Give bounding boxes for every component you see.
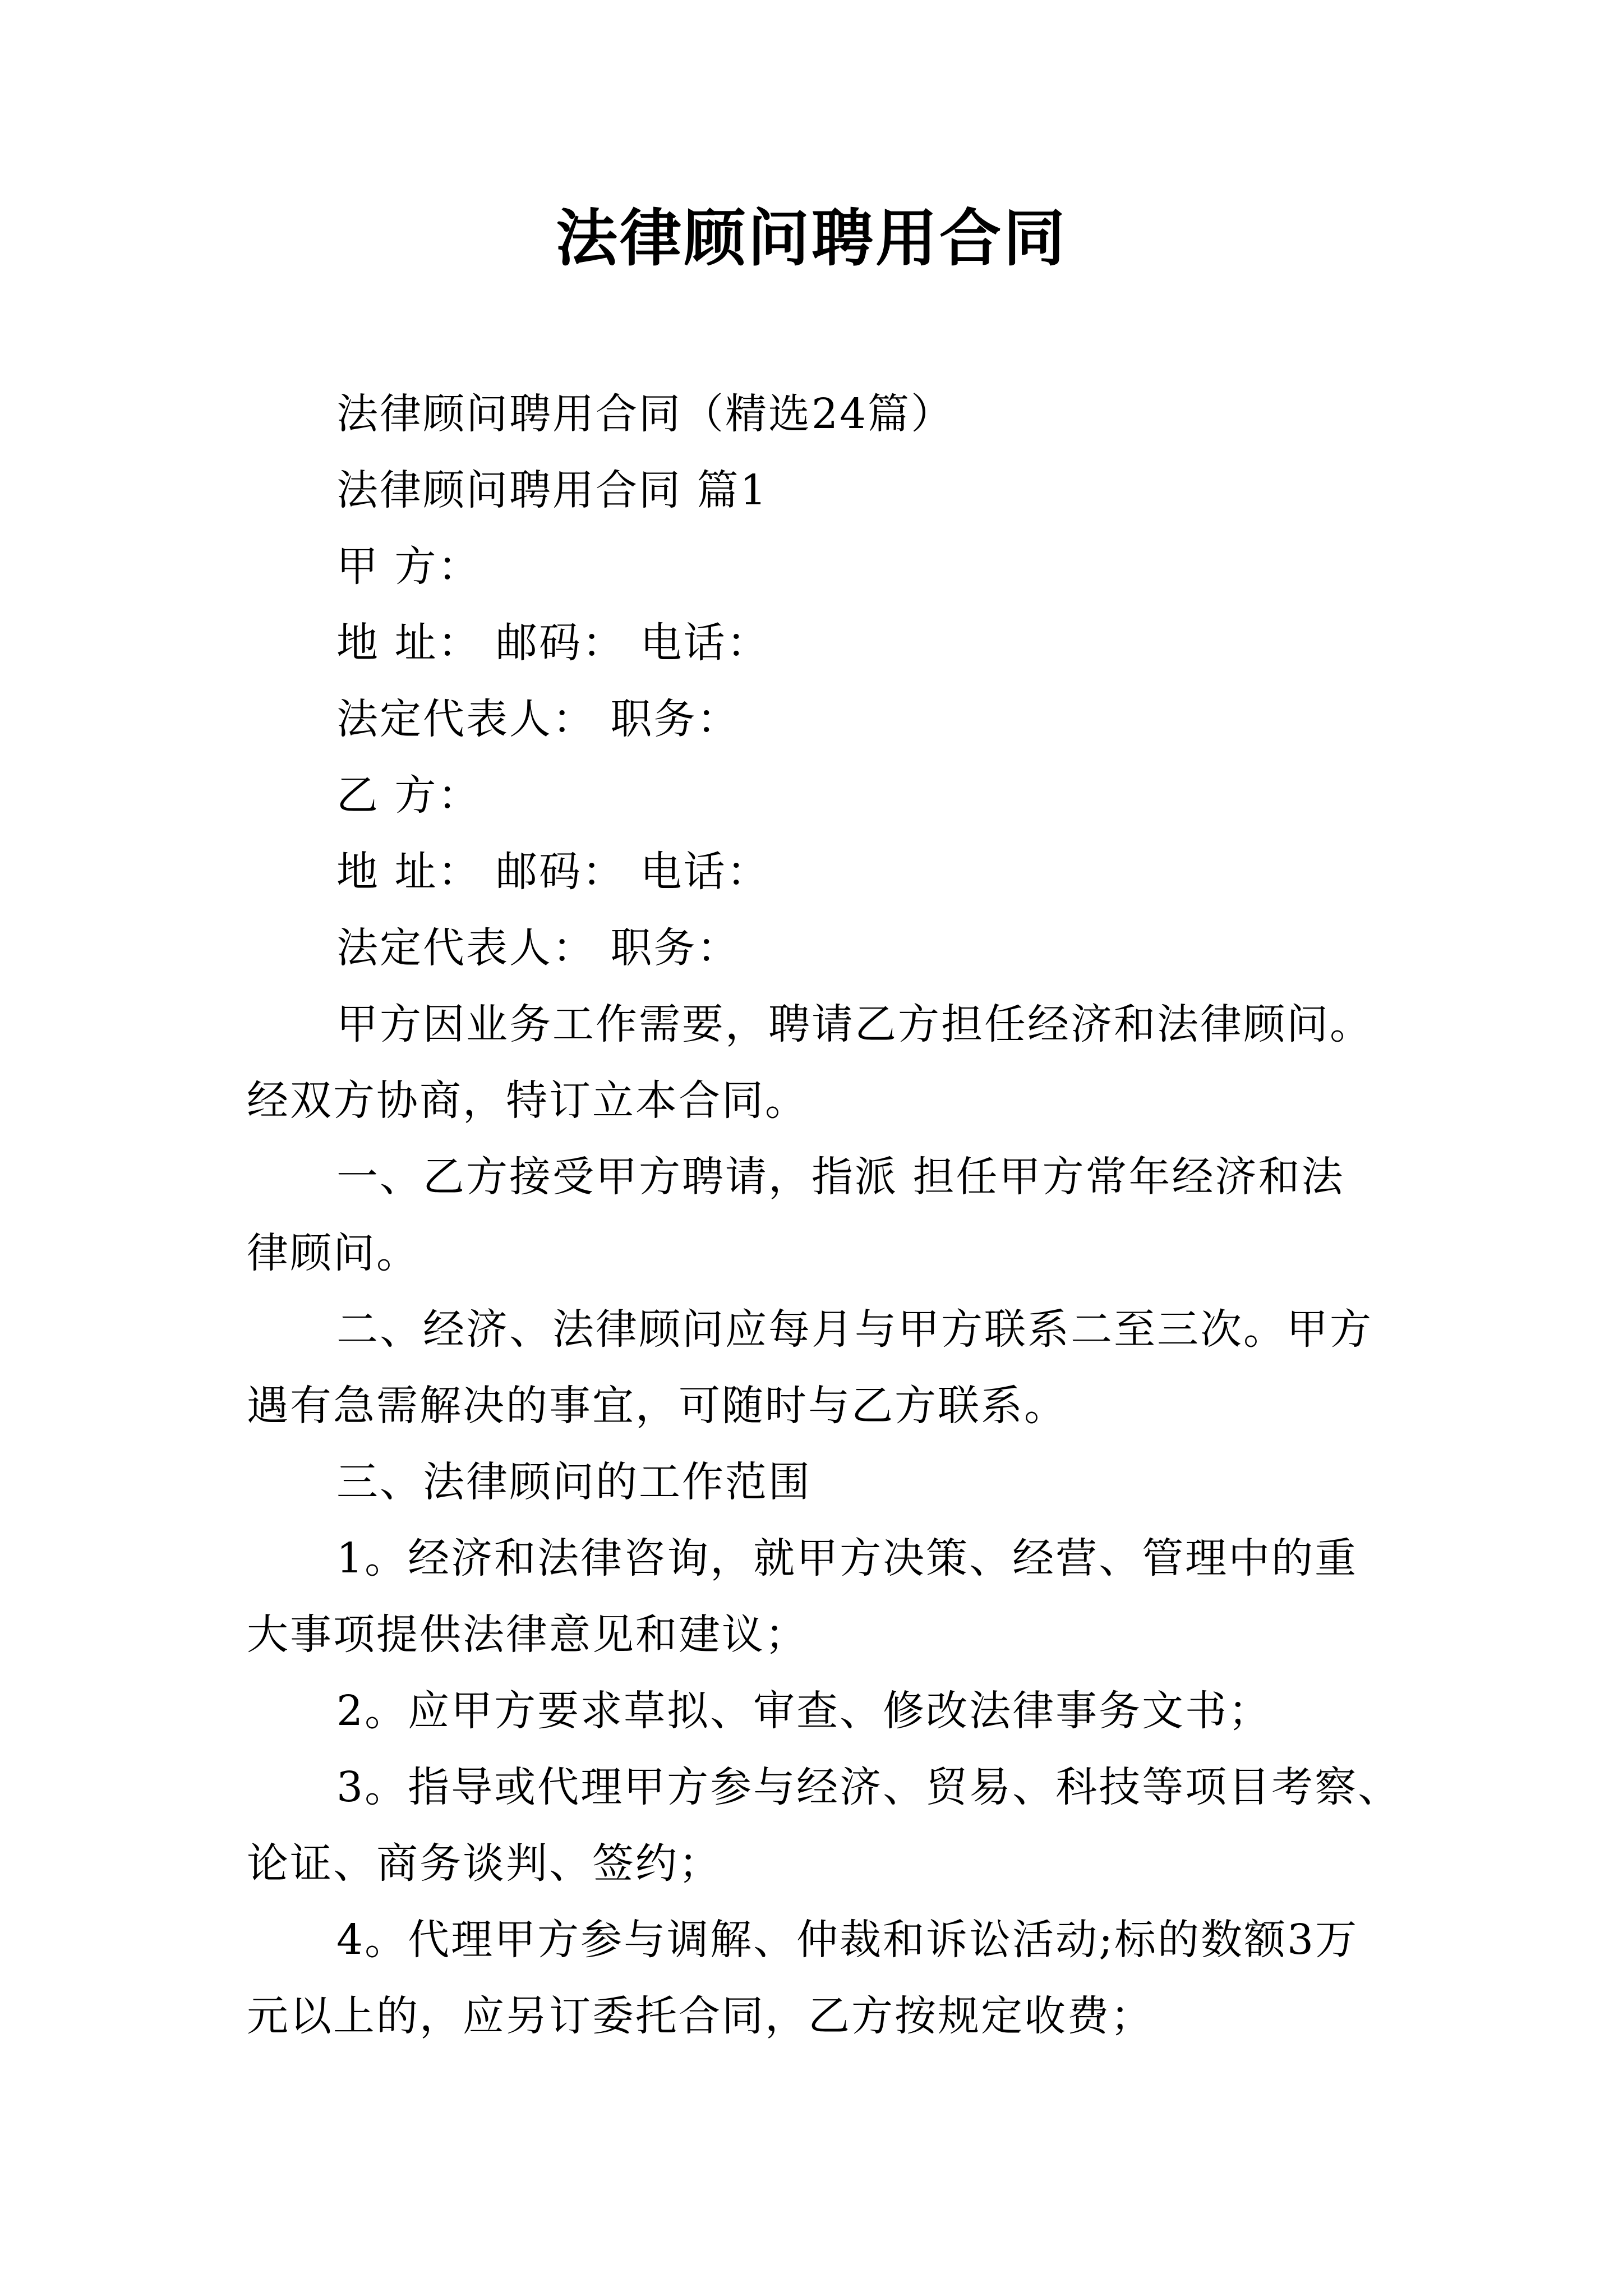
body-line: 1。经济和法律咨询，就甲方决策、经营、管理中的重: [336, 1534, 1358, 1582]
body-line: 法定代表人： 职务：: [336, 924, 740, 972]
body-line: 三、法律顾问的工作范围: [336, 1458, 811, 1506]
body-line: 法定代表人： 职务：: [336, 695, 740, 743]
body-line: 遇有急需解决的事宜，可随时与乙方联系。: [247, 1382, 1067, 1430]
body-line: 2。应甲方要求草拟、审查、修改法律事务文书；: [336, 1687, 1272, 1735]
body-line: 一、乙方接受甲方聘请，指派 担任甲方常年经济和法: [336, 1153, 1345, 1201]
body-line: 乙 方：: [336, 771, 481, 820]
body-line: 元以上的，应另订委托合同，乙方按规定收费；: [247, 1992, 1154, 2040]
body-line: 律顾问。: [247, 1229, 419, 1277]
body-line: 4。代理甲方参与调解、仲裁和诉讼活动;标的数额3万: [336, 1916, 1359, 1964]
body-line: 地 址： 邮码： 电话：: [336, 848, 770, 896]
document-body: [247, 376, 1401, 2054]
body-line: 论证、商务谈判、签约；: [247, 1839, 722, 1888]
body-line: 二、经济、法律顾问应每月与甲方联系二至三次。甲方: [336, 1305, 1373, 1354]
document-title: 法律顾问聘用合同: [556, 203, 1067, 274]
body-line: 3。指导或代理甲方参与经济、贸易、科技等项目考察、: [336, 1763, 1401, 1811]
body-line: 甲方因业务工作需要，聘请乙方担任经济和法律顾问。: [336, 1000, 1373, 1048]
body-line: 法律顾问聘用合同（精选24篇）: [336, 390, 955, 438]
body-line: 地 址： 邮码： 电话：: [336, 619, 770, 667]
body-line: 大事项提供法律意见和建议；: [247, 1611, 808, 1659]
body-line: 经双方协商，特订立本合同。: [247, 1076, 808, 1125]
body-line: 甲 方：: [336, 542, 481, 591]
body-line: 法律顾问聘用合同 篇1: [336, 466, 768, 514]
